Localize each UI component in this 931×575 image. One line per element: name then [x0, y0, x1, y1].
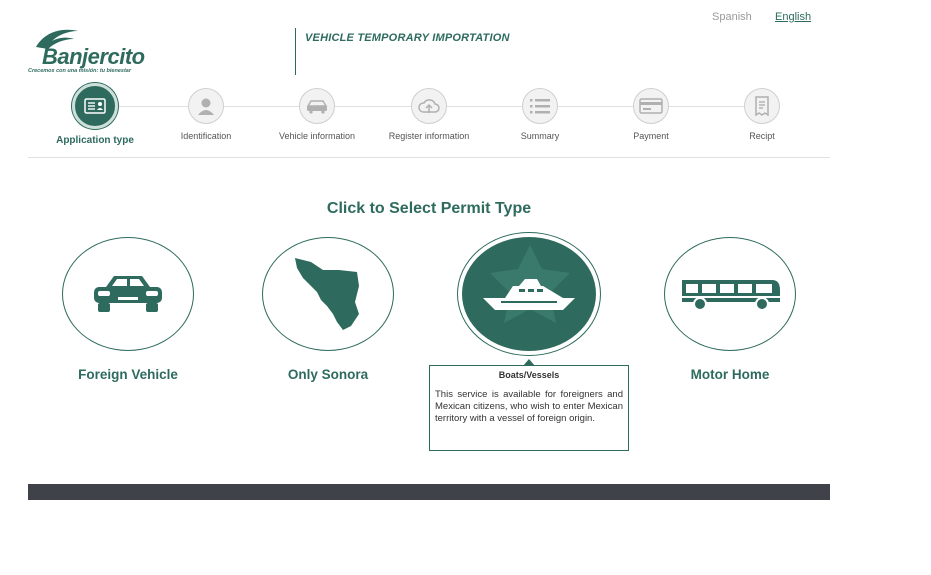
- tooltip-title: Boats/Vessels: [498, 370, 560, 380]
- section-divider: [28, 157, 830, 158]
- permit-circle: [458, 233, 600, 355]
- permit-type-heading: Click to Select Permit Type: [326, 200, 532, 217]
- step-label: Payment: [633, 131, 669, 141]
- step-label: Vehicle information: [278, 131, 356, 141]
- banjercito-logo: [28, 27, 168, 77]
- step-summary[interactable]: [485, 88, 595, 141]
- permit-description-tooltip: [429, 365, 629, 451]
- receipt-icon: [753, 96, 771, 116]
- permit-only-sonora[interactable]: [248, 237, 408, 382]
- car-icon: [305, 98, 329, 114]
- permit-circle: [262, 237, 394, 351]
- step-label: Application type: [56, 135, 134, 146]
- step-circle: [411, 88, 447, 124]
- user-icon: [196, 96, 216, 116]
- language-spanish-link[interactable]: Spanish: [712, 11, 752, 23]
- bus-icon: [678, 276, 782, 312]
- step-label: Identification: [180, 131, 232, 141]
- language-english-link[interactable]: English: [775, 11, 812, 23]
- permit-foreign-vehicle[interactable]: [48, 237, 208, 382]
- step-vehicle-information[interactable]: [262, 88, 372, 141]
- permit-label: Only Sonora: [287, 367, 369, 382]
- header-divider: [295, 28, 296, 75]
- step-circle: [522, 88, 558, 124]
- brand-name: Banjercito: [42, 44, 145, 69]
- step-circle: [299, 88, 335, 124]
- permit-circle: [664, 237, 796, 351]
- step-label: Register information: [388, 131, 470, 141]
- list-icon: [529, 97, 551, 115]
- permit-motor-home[interactable]: [650, 237, 810, 382]
- brand-tagline: Crecemos con una misión: tu bienestar: [28, 68, 131, 74]
- step-payment[interactable]: [596, 88, 706, 141]
- car-icon: [90, 273, 166, 315]
- page-title: VEHICLE TEMPORARY IMPORTATION: [305, 32, 510, 44]
- id-card-icon: [84, 98, 106, 114]
- step-label: Recipt: [749, 131, 775, 141]
- cloud-upload-icon: [417, 97, 441, 115]
- step-circle: [188, 88, 224, 124]
- step-receipt[interactable]: [707, 88, 817, 141]
- permit-label: Motor Home: [690, 367, 770, 382]
- step-register-information[interactable]: [374, 88, 484, 141]
- permit-label: Foreign Vehicle: [78, 367, 178, 382]
- boat-icon: [479, 274, 579, 314]
- step-circle: [72, 83, 118, 129]
- step-circle: [744, 88, 780, 124]
- tooltip-text: This service is available for foreigners and Mexican citizens, who wish to enter Mexican territory with a vessel of foreign origin.: [435, 389, 623, 424]
- step-application-type[interactable]: [40, 88, 150, 146]
- credit-card-icon: [639, 98, 663, 114]
- step-identification[interactable]: [151, 88, 261, 141]
- step-label: Summary: [520, 131, 560, 141]
- permit-boats-vessels[interactable]: [449, 233, 609, 355]
- step-circle: [633, 88, 669, 124]
- permit-circle: [62, 237, 194, 351]
- sonora-map-icon: [293, 256, 363, 332]
- page-footer: [28, 484, 830, 500]
